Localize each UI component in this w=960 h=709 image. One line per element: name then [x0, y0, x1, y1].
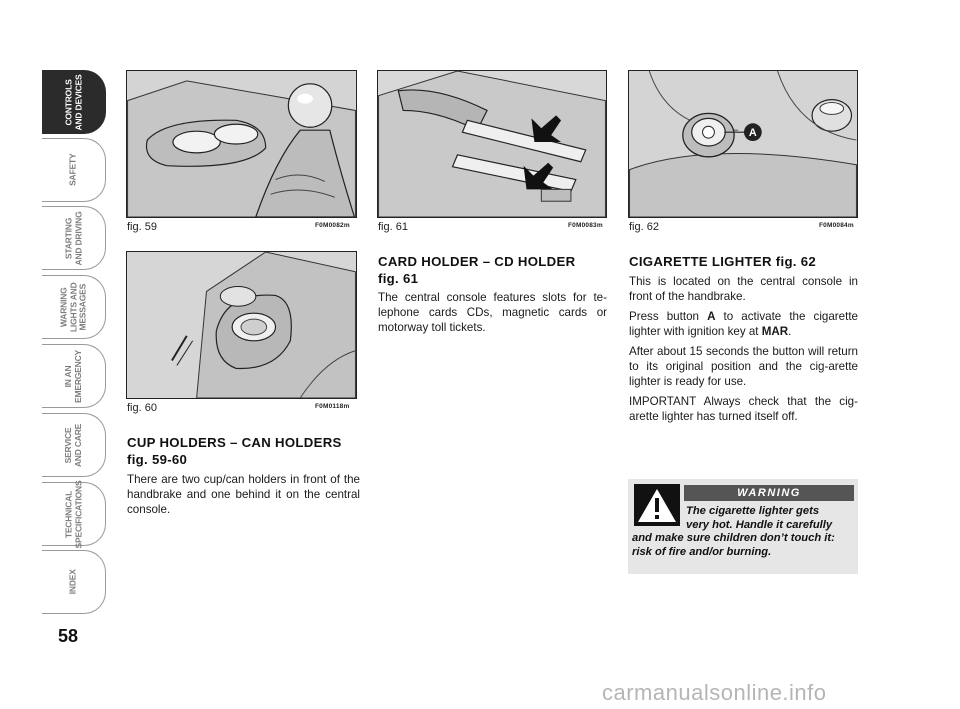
paragraph: This is located on the central console in front of the handbrake.: [629, 275, 858, 303]
tab-label: STARTING AND DRIVING: [63, 211, 83, 265]
button-ref: A: [707, 310, 716, 323]
section-title-card-holder: [378, 253, 610, 287]
card-holder-illustration: [378, 71, 606, 217]
figure-cup-holder-rear: [126, 251, 357, 399]
figure-caption: fig. 62: [629, 221, 659, 233]
figure-caption: fig. 61: [378, 221, 408, 233]
section-title-cigarette-lighter: CIGARETTE LIGHTER fig. 62: [629, 254, 817, 269]
tab-service-and-care[interactable]: [42, 413, 106, 477]
warning-line: The cigarette lighter gets: [686, 505, 820, 517]
tab-label: WARNING LIGHTS AND MESSAGES: [58, 282, 88, 332]
text-run: Press button: [629, 310, 708, 323]
tab-technical-specifications[interactable]: [42, 482, 106, 546]
text-run: .: [788, 325, 792, 338]
figure-code: F0M0118m: [315, 403, 350, 410]
tab-label: TECHNICAL SPECIFICATIONS: [63, 480, 83, 548]
tab-safety[interactable]: [42, 138, 106, 202]
watermark: carmanualsonline.info: [602, 680, 827, 705]
title-figure-ref: fig. 61: [378, 271, 419, 286]
warning-box: [628, 479, 858, 574]
figure-cup-holders-front: [126, 70, 357, 218]
section-title-cup-holders: [127, 434, 362, 468]
cigarette-lighter-illustration: [629, 71, 857, 217]
title-figure-ref: fig. 59-60: [127, 452, 188, 467]
callout-a-label: A: [748, 127, 757, 140]
tab-label: CONTROLS AND DEVICES: [63, 74, 83, 130]
figure-cigarette-lighter: [628, 70, 858, 218]
figure-caption: fig. 60: [127, 402, 157, 414]
tab-index[interactable]: [42, 550, 106, 614]
rear-cup-holder-illustration: [127, 252, 356, 398]
page-number: 58: [58, 626, 79, 646]
tab-label: IN AN EMERGENCY: [63, 349, 83, 403]
key-position: MAR: [761, 325, 789, 338]
cigarette-lighter-body: [629, 274, 858, 429]
tab-starting-and-driving[interactable]: [42, 206, 106, 270]
tab-label: INDEX: [67, 569, 78, 595]
cup-holders-body: There are two cup/can holders in front of the handbrake and one behind it on the central console.: [127, 473, 360, 516]
cup-holder-illustration: [127, 71, 356, 217]
tab-in-an-emergency[interactable]: [42, 344, 106, 408]
text-run: to activate the cigarette lighter with ignition key at: [629, 310, 859, 338]
paragraph: IMPORTANT Always check that the cig-arette lighter has turned itself off.: [629, 395, 858, 423]
card-holder-body: The central console features slots for te-lephone cards CDs, magnetic cards or motorway toll tickets.: [378, 291, 607, 334]
figure-caption: fig. 59: [127, 221, 157, 233]
title-line: CUP HOLDERS – CAN HOLDERS: [127, 435, 342, 450]
figure-card-holder: [377, 70, 607, 218]
figure-code: F0M0083m: [568, 222, 603, 229]
warning-text: [632, 505, 856, 559]
figure-code: F0M0082m: [315, 222, 350, 229]
tab-label: SAFETY: [67, 153, 78, 187]
figure-code: F0M0084m: [819, 222, 854, 229]
tab-controls-and-devices[interactable]: [42, 70, 106, 134]
paragraph: After about 15 seconds the button will return to its original position and the cig-arette lighter is ready for use.: [629, 345, 858, 388]
warning-line: and make sure children don’t touch it: risk of fire and/or burning.: [632, 532, 835, 558]
warning-label: WARNING: [684, 485, 854, 501]
tab-label: SERVICE AND CARE: [62, 423, 83, 467]
title-line: CARD HOLDER – CD HOLDER: [378, 254, 576, 269]
warning-line: very hot. Handle it carefully: [686, 518, 833, 531]
paragraph: [629, 309, 858, 339]
tab-warning-lights-and-messages[interactable]: [42, 275, 106, 339]
